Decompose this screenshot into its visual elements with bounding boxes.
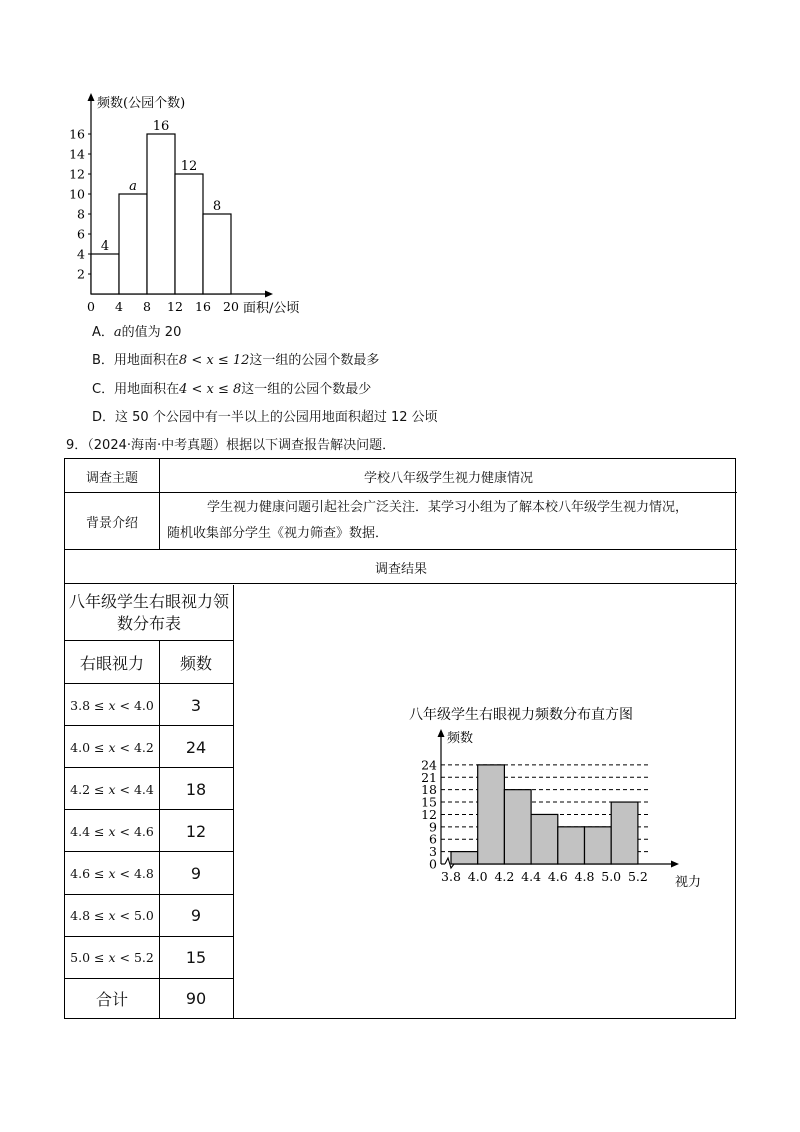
y-tick-label: 3 <box>429 844 437 860</box>
option-a[interactable] <box>92 324 181 342</box>
y-axis-label: 频数(公园个数) <box>97 96 186 111</box>
y-tick-label: 6 <box>77 226 85 242</box>
frequency-value: 9 <box>190 863 202 883</box>
bar <box>119 194 147 294</box>
y-tick-label: 12 <box>69 166 85 182</box>
interval-lower: 3.8 <box>70 697 91 713</box>
option-c-prefix: C．用地面积在 <box>92 382 180 397</box>
bar-value-label: a <box>129 179 137 194</box>
y-tick-label: 18 <box>421 782 437 798</box>
y-tick-label: 2 <box>77 266 85 282</box>
option-a-text: 的值为 20 <box>121 325 182 340</box>
topic-label: 调查主题 <box>85 470 138 486</box>
y-tick-label: 16 <box>69 126 85 142</box>
x-tick-label: 12 <box>167 299 183 314</box>
bar <box>611 802 638 864</box>
x-tick-label: 0 <box>87 299 95 314</box>
frequency-table-title <box>65 585 233 640</box>
header-frequency: 频数 <box>179 653 212 673</box>
y-tick-label: 24 <box>421 757 437 773</box>
frequency-row <box>65 852 233 894</box>
x-tick-label: 3.8 <box>441 869 461 884</box>
x-axis-label: 面积/公顷 <box>243 301 300 316</box>
bar <box>147 134 175 294</box>
interval-upper: 4.4 <box>133 781 154 797</box>
frequency-table-title-line-1: 八年级学生右眼视力领 <box>68 591 229 611</box>
vision-interval <box>65 684 159 726</box>
bar-value-label: 12 <box>180 159 198 174</box>
y-tick-label: 6 <box>429 831 437 847</box>
background-line-2: 随机收集部分学生《视力筛查》数据． <box>167 526 389 541</box>
frequency-value: 9 <box>190 906 202 926</box>
frequency-row <box>65 895 233 937</box>
results-label: 调查结果 <box>374 561 427 577</box>
vision-histogram <box>343 699 703 899</box>
option-b-expression: 8 < x ≤ 12 <box>178 353 250 368</box>
x-tick-label: 20 <box>223 299 239 314</box>
frequency-value: 24 <box>185 737 207 757</box>
topic-value: 学校八年级学生视力健康情况 <box>363 470 533 486</box>
bar-value-label: 8 <box>212 199 222 214</box>
interval-upper: 5.2 <box>133 950 154 966</box>
x-tick-label: 4.2 <box>494 869 515 884</box>
x-tick-label: 8 <box>143 299 151 314</box>
bar <box>203 214 231 294</box>
bar <box>91 254 119 294</box>
interval-upper: 4.0 <box>133 697 154 713</box>
bar <box>451 852 478 864</box>
bar <box>558 827 585 864</box>
bar-value-label: 16 <box>152 119 170 134</box>
background-line-1: 学生视力健康问题引起社会广泛关注．某学习小组为了解本校八年级学生视力情况， <box>207 500 689 515</box>
interval-upper: 4.8 <box>133 865 154 881</box>
interval-lower: 4.4 <box>70 823 91 839</box>
vision-interval <box>65 810 159 852</box>
frequency-value: 12 <box>185 821 207 841</box>
frequency-row <box>65 684 233 726</box>
y-tick-label: 15 <box>421 794 437 810</box>
x-tick-label: 4.4 <box>521 869 542 884</box>
interval-lower: 4.2 <box>70 781 91 797</box>
interval-variable: ≤ x < <box>90 739 134 755</box>
interval-variable: ≤ x < <box>90 781 134 797</box>
option-b-text: 这一组的公园个数最多 <box>249 353 380 368</box>
bar <box>504 790 531 864</box>
bar <box>531 814 558 864</box>
interval-upper: 4.6 <box>133 823 154 839</box>
x-tick-label: 5.2 <box>627 869 648 884</box>
column-divider <box>233 585 234 1019</box>
frequency-table-title-line-2: 数分布表 <box>116 613 181 633</box>
y-tick-label: 10 <box>69 186 85 202</box>
frequency-table-header <box>65 641 233 683</box>
vision-interval <box>65 937 159 979</box>
interval-variable: ≤ x < <box>90 823 134 839</box>
option-b-prefix: B．用地面积在 <box>92 353 179 368</box>
chart-title: 八年级学生右眼视力频数分布直方图 <box>409 707 633 723</box>
interval-variable: ≤ x < <box>90 908 134 924</box>
x-tick-label: 4.8 <box>574 869 595 884</box>
frequency-value: 15 <box>185 948 207 968</box>
background-text <box>167 495 733 549</box>
y-tick-label: 21 <box>421 769 437 785</box>
total-row <box>65 978 233 1019</box>
header-vision: 右眼视力 <box>79 653 144 673</box>
interval-variable: ≤ x < <box>90 865 134 881</box>
option-d-text: D．这 50 个公园中有一半以上的公园用地面积超过 12 公顷 <box>92 410 438 425</box>
interval-lower: 4.0 <box>70 739 91 755</box>
y-tick-label: 9 <box>429 819 437 835</box>
frequency-row <box>65 810 233 852</box>
vision-interval <box>65 852 159 894</box>
y-tick-label: 8 <box>77 206 85 222</box>
option-a-prefix: A． <box>92 325 114 340</box>
x-tick-label: 5.0 <box>601 869 622 884</box>
frequency-value: 3 <box>190 695 202 715</box>
x-tick-label: 4.6 <box>547 869 568 884</box>
total-label: 合计 <box>95 990 128 1009</box>
bar <box>175 174 203 294</box>
interval-lower: 4.6 <box>70 865 91 881</box>
x-axis-label: 视力 <box>675 875 702 890</box>
y-tick-label: 14 <box>69 146 85 162</box>
x-tick-label: 4 <box>115 299 123 314</box>
y-axis-arrow <box>88 93 95 101</box>
frequency-value: 18 <box>185 779 207 799</box>
interval-lower: 5.0 <box>70 950 91 966</box>
x-axis-arrow <box>265 291 273 298</box>
interval-upper: 5.0 <box>133 908 154 924</box>
x-tick-label: 16 <box>195 299 211 314</box>
vision-interval <box>65 895 159 937</box>
option-d[interactable] <box>92 409 438 427</box>
interval-upper: 4.2 <box>133 739 154 755</box>
bar <box>478 765 505 864</box>
total-value: 90 <box>185 989 207 1008</box>
frequency-row <box>65 937 233 979</box>
park-area-histogram <box>60 88 330 320</box>
vision-interval <box>65 768 159 810</box>
question-9-stem: 9．（2024·海南·中考真题）根据以下调查报告解决问题． <box>66 438 396 453</box>
bar-value-label: 4 <box>100 239 110 254</box>
x-axis-arrow <box>671 861 679 868</box>
background-label: 背景介绍 <box>85 516 138 531</box>
interval-lower: 4.8 <box>70 908 91 924</box>
interval-variable: ≤ x < <box>90 950 134 966</box>
y-tick-label: 4 <box>77 246 85 262</box>
y-zero-label: 0 <box>429 856 437 872</box>
y-axis-arrow <box>438 729 445 737</box>
interval-variable: ≤ x < <box>90 697 134 713</box>
y-tick-label: 12 <box>421 806 437 822</box>
vision-interval <box>65 726 159 768</box>
option-c-text: 这一组的公园个数最少 <box>241 382 372 397</box>
frequency-row <box>65 726 233 768</box>
option-c[interactable] <box>92 381 371 399</box>
x-tick-label: 4.0 <box>467 869 488 884</box>
frequency-table <box>65 585 233 1019</box>
option-c-expression: 4 < x ≤ 8 <box>179 382 242 397</box>
bar <box>585 827 612 864</box>
option-b[interactable] <box>92 352 379 370</box>
frequency-row <box>65 768 233 810</box>
y-axis-label: 频数 <box>447 731 474 746</box>
survey-report-table <box>64 458 736 1019</box>
option-a-variable: a <box>113 325 122 340</box>
